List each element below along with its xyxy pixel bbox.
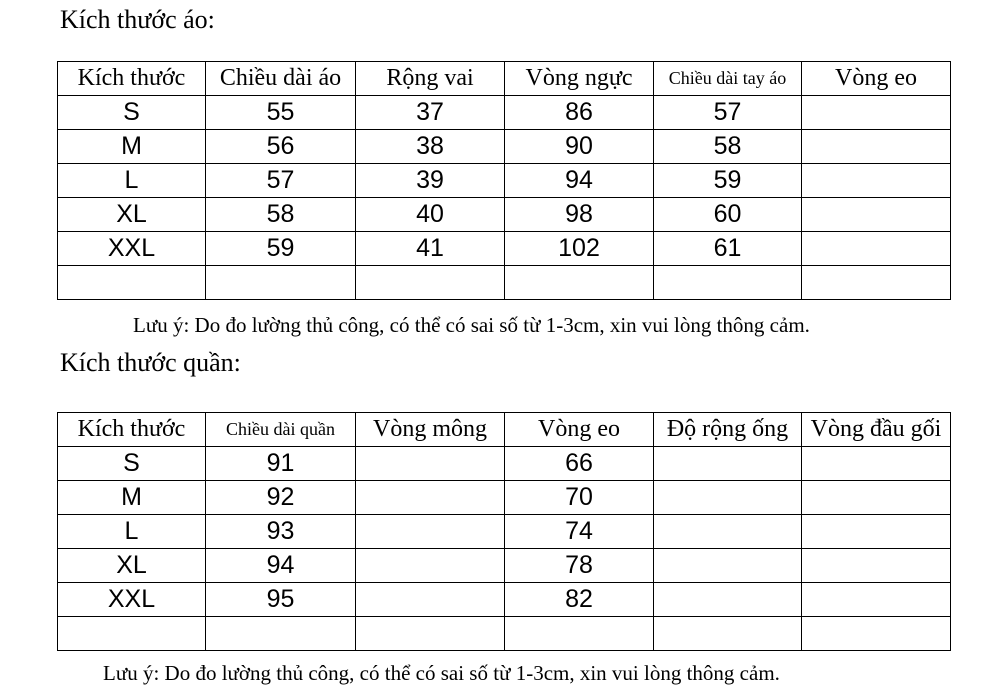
table-cell	[356, 447, 505, 481]
table-cell: 94	[206, 549, 356, 583]
table-cell	[58, 266, 206, 300]
table-cell	[654, 617, 802, 651]
table-cell	[356, 617, 505, 651]
table-cell: XXL	[58, 583, 206, 617]
pants-header-row	[58, 413, 951, 447]
table-cell: 91	[206, 447, 356, 481]
table-cell	[802, 266, 951, 300]
table-cell: 57	[654, 96, 802, 130]
column-header: Vòng eo	[505, 413, 654, 447]
table-cell: 37	[356, 96, 505, 130]
column-header: Chiều dài quần	[206, 413, 356, 447]
table-cell	[206, 617, 356, 651]
table-row	[58, 481, 951, 515]
table-cell	[802, 549, 951, 583]
table-cell: 66	[505, 447, 654, 481]
table-cell: L	[58, 515, 206, 549]
table-row	[58, 617, 951, 651]
table-cell	[802, 447, 951, 481]
table-cell	[802, 164, 951, 198]
table-row	[58, 198, 951, 232]
table-cell	[802, 583, 951, 617]
column-header: Rộng vai	[356, 62, 505, 96]
table-cell	[802, 130, 951, 164]
column-header: Kích thước	[58, 413, 206, 447]
table-cell	[654, 266, 802, 300]
table-cell	[654, 515, 802, 549]
pants-size-heading: Kích thước quần:	[60, 348, 241, 377]
table-cell: 92	[206, 481, 356, 515]
table-cell	[654, 481, 802, 515]
table-row	[58, 130, 951, 164]
table-cell: 78	[505, 549, 654, 583]
table-cell	[356, 515, 505, 549]
table-cell	[58, 617, 206, 651]
table-cell: 56	[206, 130, 356, 164]
table-cell	[356, 481, 505, 515]
table-cell: 58	[654, 130, 802, 164]
table-row	[58, 232, 951, 266]
table-row	[58, 549, 951, 583]
table-cell	[802, 481, 951, 515]
table-cell: S	[58, 96, 206, 130]
column-header: Vòng mông	[356, 413, 505, 447]
table-cell: 38	[356, 130, 505, 164]
pants-size-table	[57, 412, 951, 651]
table-cell: 39	[356, 164, 505, 198]
column-header: Vòng eo	[802, 62, 951, 96]
table-cell: XXL	[58, 232, 206, 266]
column-header: Vòng ngực	[505, 62, 654, 96]
shirt-header-row	[58, 62, 951, 96]
table-cell	[654, 447, 802, 481]
table-cell: L	[58, 164, 206, 198]
table-row	[58, 164, 951, 198]
table-cell: 61	[654, 232, 802, 266]
table-cell: 58	[206, 198, 356, 232]
table-row	[58, 583, 951, 617]
table-cell: 90	[505, 130, 654, 164]
table-cell: 102	[505, 232, 654, 266]
table-cell: XL	[58, 549, 206, 583]
table-cell: XL	[58, 198, 206, 232]
column-header: Kích thước	[58, 62, 206, 96]
column-header: Chiều dài tay áo	[654, 62, 802, 96]
table-cell	[206, 266, 356, 300]
table-cell	[505, 266, 654, 300]
table-cell: 98	[505, 198, 654, 232]
shirt-measurement-note: Lưu ý: Do đo lường thủ công, có thể có sai số từ 1-3cm, xin vui lòng thông cảm.	[133, 313, 810, 337]
table-cell: 94	[505, 164, 654, 198]
table-cell: 70	[505, 481, 654, 515]
table-cell: 57	[206, 164, 356, 198]
table-row	[58, 447, 951, 481]
table-cell: 93	[206, 515, 356, 549]
table-cell	[654, 549, 802, 583]
shirt-size-table	[57, 61, 951, 300]
table-cell: 59	[654, 164, 802, 198]
table-cell: 60	[654, 198, 802, 232]
table-cell	[356, 266, 505, 300]
table-cell: M	[58, 130, 206, 164]
table-cell	[654, 583, 802, 617]
table-cell: 86	[505, 96, 654, 130]
table-cell: 40	[356, 198, 505, 232]
table-cell: 41	[356, 232, 505, 266]
table-cell	[802, 617, 951, 651]
table-row	[58, 266, 951, 300]
table-cell: S	[58, 447, 206, 481]
column-header: Độ rộng ống	[654, 413, 802, 447]
table-cell: 59	[206, 232, 356, 266]
table-row	[58, 515, 951, 549]
table-cell: 95	[206, 583, 356, 617]
column-header: Chiều dài áo	[206, 62, 356, 96]
table-cell: 82	[505, 583, 654, 617]
pants-measurement-note: Lưu ý: Do đo lường thủ công, có thể có sai số từ 1-3cm, xin vui lòng thông cảm.	[103, 661, 780, 685]
table-row	[58, 96, 951, 130]
column-header: Vòng đầu gối	[802, 413, 951, 447]
table-cell: 55	[206, 96, 356, 130]
table-cell	[802, 198, 951, 232]
table-cell	[802, 515, 951, 549]
table-cell: M	[58, 481, 206, 515]
table-cell	[356, 583, 505, 617]
shirt-size-heading: Kích thước áo:	[60, 5, 215, 34]
table-cell	[802, 232, 951, 266]
table-cell	[802, 96, 951, 130]
table-cell: 74	[505, 515, 654, 549]
table-cell	[505, 617, 654, 651]
table-cell	[356, 549, 505, 583]
